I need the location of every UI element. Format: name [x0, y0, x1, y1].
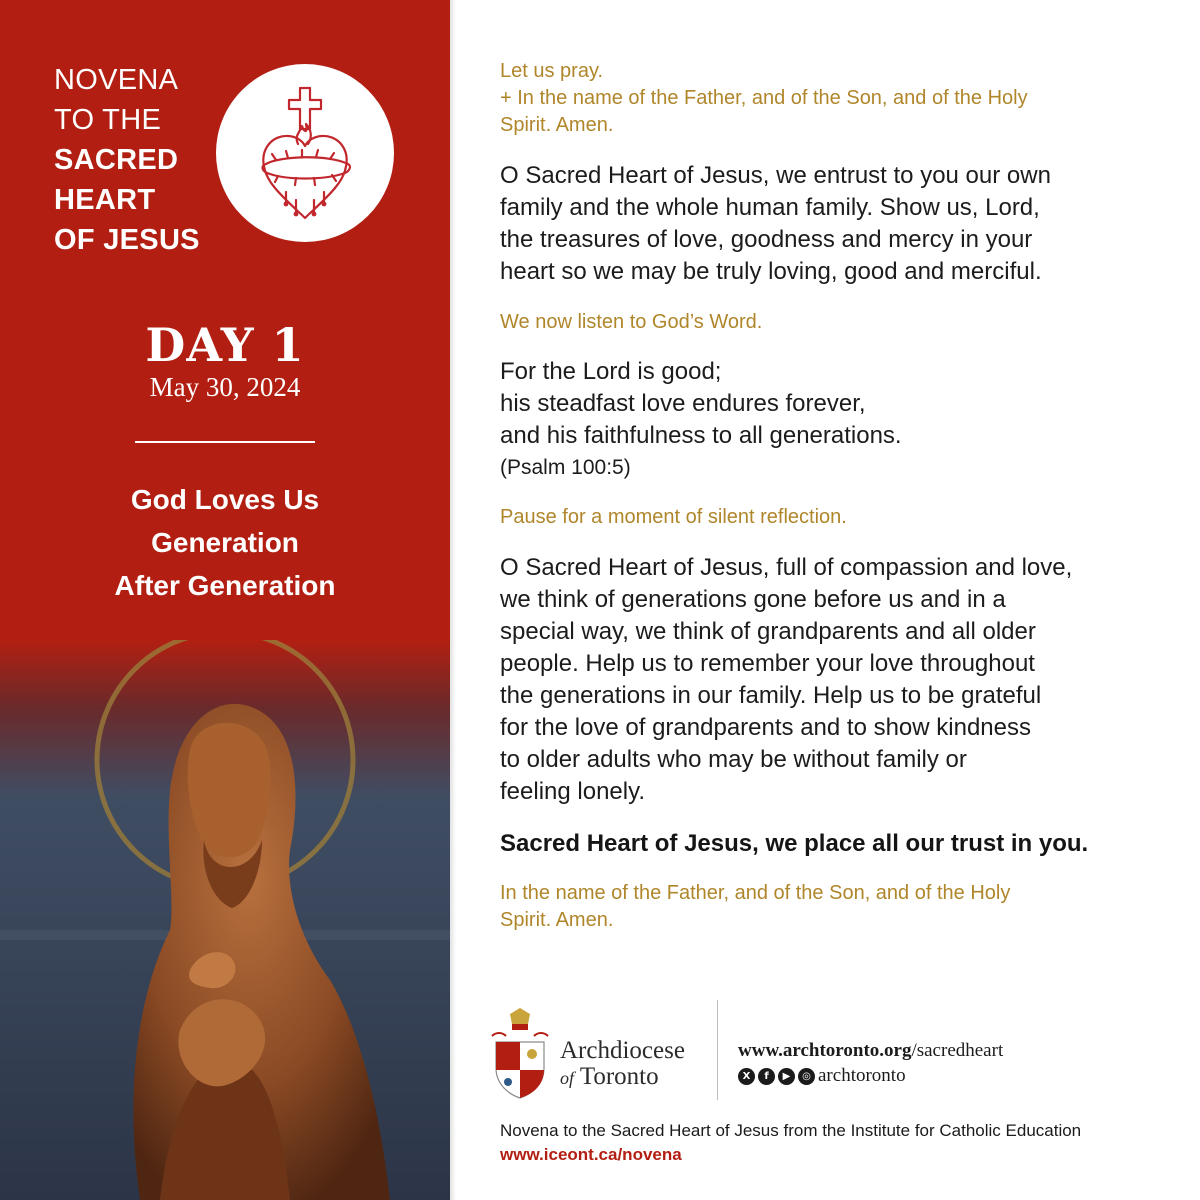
footer-divider: [717, 1000, 718, 1100]
text-line: + In the name of the Father, and of the Son, and of the Holy: [500, 87, 1028, 109]
day-theme: [0, 478, 450, 607]
sacred-heart-statue-image: [0, 640, 450, 1200]
social-links: [738, 1065, 906, 1087]
prayer-refrain: Sacred Heart of Jesus, we place all our trust in you.: [500, 830, 1089, 857]
text-line: for the love of grandparents and to show kindness: [500, 714, 1031, 741]
text-line: people. Help us to remember your love throughout: [500, 650, 1035, 677]
text-line: For the Lord is good;: [500, 358, 722, 385]
title-line: TO THE: [54, 104, 162, 136]
text-line: Spirit. Amen.: [500, 909, 614, 931]
archdiocese-crest-icon: [490, 1008, 550, 1100]
archdiocese-name: [560, 1038, 685, 1091]
instruction-listen: We now listen to God’s Word.: [500, 311, 763, 333]
text-line: In the name of the Father, and of the Son, and of the Holy: [500, 882, 1011, 904]
text-line: O Sacred Heart of Jesus, we entrust to you our own: [500, 162, 1051, 189]
text-line: his steadfast love endures forever,: [500, 390, 866, 417]
title-line: OF JESUS: [54, 224, 200, 256]
website-link[interactable]: [738, 1040, 1003, 1062]
closing-instruction: [500, 880, 1010, 934]
prayer-paragraph-1: [500, 160, 1051, 288]
text-line: feeling lonely.: [500, 778, 645, 805]
title-line: HEART: [54, 184, 156, 216]
day-label: DAY 1: [145, 318, 305, 372]
credit-link[interactable]: www.iceont.ca/novena: [500, 1145, 682, 1164]
text-line: family and the whole human family. Show us, Lord,: [500, 194, 1040, 221]
instruction-pause: Pause for a moment of silent reflection.: [500, 506, 847, 528]
day-date: May 30, 2024: [149, 372, 301, 402]
text-line: we think of generations gone before us and in a: [500, 586, 1006, 613]
youtube-icon[interactable]: ▶: [778, 1068, 795, 1085]
scripture-reference: (Psalm 100:5): [500, 456, 631, 479]
text-line: the generations in our family. Help us to be grateful: [500, 682, 1042, 709]
text-line: to older adults who may be without family or: [500, 746, 967, 773]
credit-text: Novena to the Sacred Heart of Jesus from the Institute for Catholic Education: [500, 1121, 1082, 1140]
left-panel: [0, 0, 450, 1200]
org-name-of: of: [560, 1068, 575, 1088]
scripture-passage: [500, 356, 902, 484]
prayer-paragraph-2: [500, 552, 1072, 808]
org-name-line: Archdiocese: [560, 1037, 685, 1064]
text-line: the treasures of love, goodness and mercy in your: [500, 226, 1033, 253]
sacred-heart-icon: [216, 64, 394, 242]
text-line: Let us pray.: [500, 60, 604, 82]
theme-line: Generation: [151, 527, 299, 558]
social-handle[interactable]: archtoronto: [818, 1065, 906, 1086]
website-domain: www.archtoronto.org: [738, 1040, 912, 1061]
website-path: /sacredheart: [911, 1040, 1004, 1061]
text-line: O Sacred Heart of Jesus, full of compassion and love,: [500, 554, 1073, 581]
x-icon[interactable]: X: [738, 1068, 755, 1085]
title-line: NOVENA: [54, 64, 179, 96]
title-line: SACRED: [54, 144, 179, 176]
panel-shadow: [450, 0, 456, 1200]
instagram-icon[interactable]: ◎: [798, 1068, 815, 1085]
text-line: and his faithfulness to all generations.: [500, 422, 902, 449]
text-line: heart so we may be truly loving, good and merciful.: [500, 258, 1042, 285]
facebook-icon[interactable]: f: [758, 1068, 775, 1085]
text-line: special way, we think of grandparents and all older: [500, 618, 1036, 645]
theme-line: God Loves Us: [130, 484, 320, 515]
text-line: Spirit. Amen.: [500, 114, 614, 136]
divider-line: [135, 441, 315, 443]
org-name-line: Toronto: [579, 1063, 659, 1090]
opening-instruction: [500, 58, 1028, 139]
theme-line: After Generation: [114, 570, 336, 601]
novena-title: [54, 60, 200, 260]
